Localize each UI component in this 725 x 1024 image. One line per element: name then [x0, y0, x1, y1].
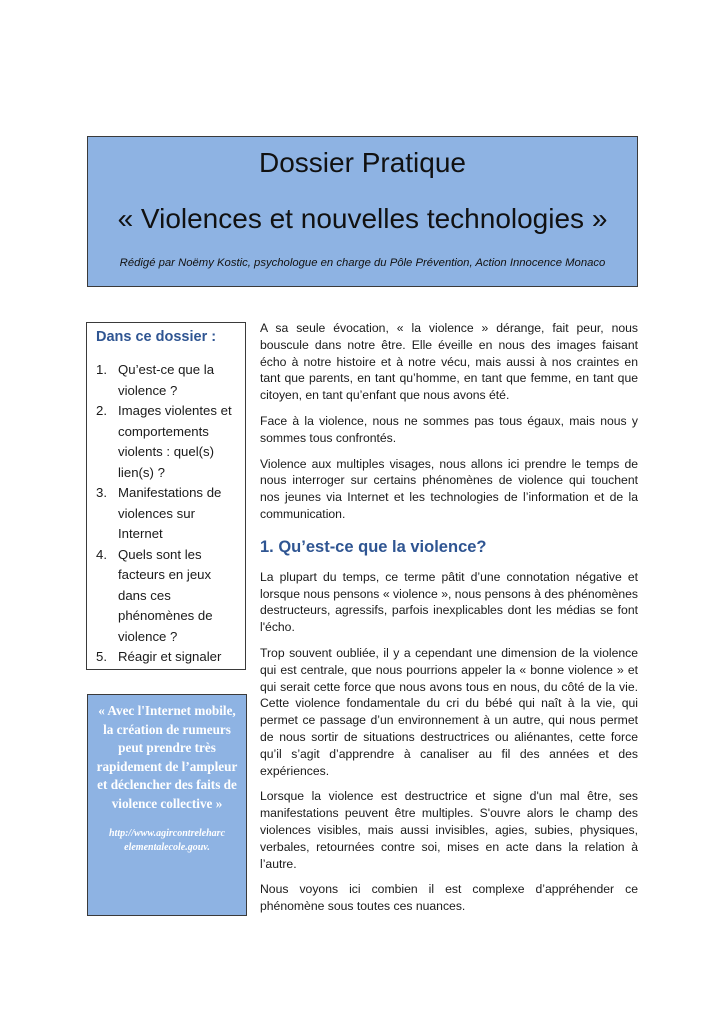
intro-paragraph: Face à la violence, nous ne sommes pas tous égaux, mais nous y sommes tous confrontés. — [260, 413, 638, 445]
toc-item-number: 5. — [96, 649, 107, 664]
body-paragraph: La plupart du temps, ce terme pâtit d’une connotation négative et lorsque nous pensons « violence », nous pensons à des phénomènes destructeurs, agressifs, parfois inexplicables dont les médias se font l'écho. — [260, 569, 638, 635]
toc-item-text: Manifestations de violences sur Internet — [118, 485, 222, 541]
body-paragraph: Trop souvent oubliée, il y a cependant une dimension de la violence qui est centrale, que nous pourrions appeler la « bonne violence » et qui serait cette force que nous avons tous en nous, du côté de la vie. Cette violence fondamentale du cri du bébé qui naît à la vie, qui permet ce passage d’un environnement à un autre, qui nous permet de nous sortir de situations destructrices ou aliénantes, cette force qu’il s’agit d’apprendre à canaliser au fil des années et des expériences. — [260, 645, 638, 778]
document-title: Dossier Pratique — [259, 147, 466, 178]
pull-quote-box — [87, 694, 247, 916]
toc-item — [96, 545, 242, 648]
toc-item — [96, 483, 242, 545]
toc-item-number: 2. — [96, 403, 107, 418]
toc-item-text: Images violentes et comportements violents : quel(s) lien(s) ? — [118, 403, 232, 480]
toc-item-number: 3. — [96, 485, 107, 500]
toc-heading: Dans ce dossier : — [96, 329, 217, 345]
toc-item — [96, 401, 242, 483]
toc-item — [96, 360, 242, 401]
pull-quote-text: « Avec l'Internet mobile, la création de rumeurs peut prendre très rapidement de l’ampleur et déclencher des faits de violence collective » — [96, 703, 238, 811]
intro-paragraph: A sa seule évocation, « la violence » dérange, fait peur, nous bouscule dans notre être. Elle éveille en nous des images faisant écho à notre histoire et à notre vécu, mais aussi à nos craintes en tant que parents, en tant qu’homme, en tant que femme, en tant que citoyen, en tant qu’enfant que nous avons été. — [260, 321, 638, 403]
body-paragraph: Nous voyons ici combien il est complexe d’appréhender ce phénomène sous toutes ces nuances. — [260, 882, 638, 914]
author-byline: Rédigé par Noëmy Kostic, psychologue en charge du Pôle Prévention, Action Innocence Monaco — [119, 257, 606, 269]
intro-paragraph: Violence aux multiples visages, nous allons ici prendre le temps de nous interroger sur certains phénomènes de violence qui touchent nos jeunes via Internet et les technologies de l’information et de la communication. — [260, 456, 638, 521]
document-subtitle: « Violences et nouvelles technologies » — [117, 203, 608, 234]
toc-item — [96, 647, 242, 668]
toc-list — [96, 360, 242, 668]
table-of-contents — [86, 322, 246, 670]
body-paragraph: Lorsque la violence est destructrice et signe d'un mal être, ses manifestations peuvent être multiples. S'ouvre alors le champ des violences visibles, mais aussi invisibles, agies, subies, physiques, verbales, retournées contre soi, mises en acte dans la relation à l’autre. — [260, 789, 638, 871]
toc-item-text: Qu’est-ce que la violence ? — [118, 362, 215, 398]
toc-item-text: Réagir et signaler — [118, 649, 222, 664]
main-column — [260, 320, 638, 924]
pull-quote-source: http://www.agircontreleharc elementalecole.gouv. — [108, 828, 226, 853]
toc-item-number: 4. — [96, 546, 107, 562]
toc-item-number: 1. — [96, 362, 107, 377]
header-box — [87, 136, 638, 287]
section-heading: 1. Qu’est-ce que la violence? — [260, 537, 487, 556]
toc-item-text: Quels sont les facteurs en jeux dans ces phénomènes de violence ? — [118, 546, 213, 644]
